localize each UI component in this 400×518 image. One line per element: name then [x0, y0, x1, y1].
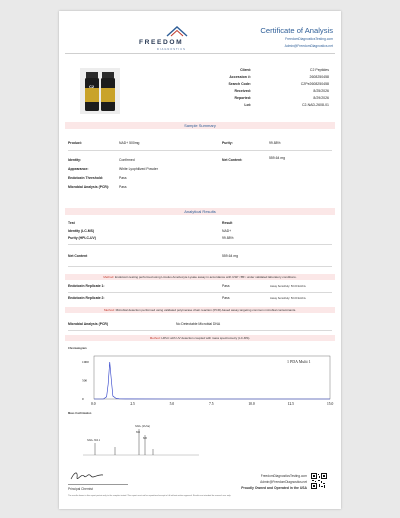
x-tick-label: 12.5 [287, 402, 294, 406]
footer-disclaimer: The results shown in this report pertain only to the samples tested. This report must not be reproduced except in full without written approval. Results are intended for research use only. [68, 495, 231, 497]
net-content-label: Net Content: [222, 158, 243, 162]
mass-confirmation-label: Mass Confirmation [68, 412, 92, 415]
signature-image [69, 470, 105, 482]
product-label: Product: [68, 141, 82, 145]
chromatogram-series-line [94, 362, 330, 399]
col-test-header: Test [68, 221, 75, 225]
ms-peak-label: NAD+ [M+Na] [135, 425, 150, 428]
x-tick-label: 7.5 [209, 402, 214, 406]
footer-tagline: Proudly Owned and Operated in the USA [241, 486, 307, 490]
table-row-result: NAD+ [222, 229, 232, 233]
brand-subtitle: DIAGNOSTICS [157, 48, 186, 51]
signature-line [68, 484, 128, 485]
row-divider [68, 150, 332, 151]
client-info-label: Search Code: [228, 82, 251, 86]
purity-value: 99.88% [269, 141, 281, 145]
col-result-header: Result [222, 221, 233, 225]
footer-email[interactable]: Admin@FreedomDiagnostics.net [260, 480, 307, 484]
microbial-label: Microbial Analysis (PCR) [68, 322, 109, 326]
ms-peak-label: 686 [143, 437, 147, 440]
endotoxin-rep2-label: Endotoxin Replicate 2: [68, 296, 105, 300]
row-divider [68, 244, 332, 245]
microbial-value: No Detectable Microbial DNA [176, 322, 221, 326]
client-info-label: Lot: [244, 103, 251, 107]
net-content-value: 559.64 mg [269, 156, 286, 160]
purity-label: Purity: [222, 141, 233, 145]
analytical-results-heading: Analytical Results [65, 208, 335, 215]
identity-label: Identity: [68, 158, 82, 162]
endotoxin-rep1-label: Endotoxin Replicate 1: [68, 284, 105, 288]
page-title: Certificate of Analysis [260, 26, 333, 35]
client-info-label: Received: [234, 89, 251, 93]
brand-name: FREEDOM [139, 39, 184, 46]
client-info-label: Accession #: [229, 75, 251, 79]
chromatogram-chart [82, 356, 332, 408]
endotoxin-threshold-value: Pass [119, 176, 127, 180]
channel-label: 1 PDA Multi 1 [287, 359, 311, 364]
y-tick-label: 500 [82, 378, 88, 383]
signer-title: Principal Chemist [68, 487, 93, 491]
microbial-method-note: Method: Microbial detection performed using validated polymerase chain reaction (PCR)-based assay targeting common microbial contaminants. [65, 307, 335, 313]
row-divider [68, 266, 332, 267]
table-row-result: 99.88% [222, 236, 234, 240]
x-tick-label: 2.5 [130, 402, 135, 406]
microbial-summary-label: Microbial Analysis (PCR): [68, 185, 110, 189]
endotoxin-rep2-sensitivity: Assay Sensitivity: 50.00 EU/mL [270, 297, 307, 300]
y-tick-label: 0 [82, 397, 84, 402]
client-info-value: C2Pe2608250458 [300, 82, 329, 86]
chromatogram-label: Chromatogram [68, 347, 87, 350]
qr-code-icon[interactable] [311, 473, 327, 489]
row-divider [68, 330, 332, 331]
header-website[interactable]: FreedomDiagnosticsTesting.com [285, 37, 333, 41]
endotoxin-rep1-value: Pass [222, 284, 230, 288]
x-tick-label: 15.0 [327, 402, 334, 406]
endotoxin-rep1-sensitivity: Assay Sensitivity: 50.00 EU/mL [270, 285, 307, 288]
table-row-test: Purity (HPLC-UV) [68, 236, 96, 240]
x-tick-label: 0.0 [91, 402, 96, 406]
client-info-value: 2608250458 [309, 75, 329, 79]
y-tick-label: 1000 [82, 360, 89, 365]
x-tick-label: 10.0 [248, 402, 255, 406]
appearance-label: Appearance: [68, 167, 89, 171]
row-divider [68, 292, 332, 293]
mass-spectrum-plot [81, 421, 201, 459]
product-value: NAD+ 500mg [119, 141, 140, 145]
net-content-row-value: 559.64 mg [222, 254, 239, 258]
client-info-value: 8/29/2026 [313, 96, 329, 100]
client-info-value: C2-NAD-2608-01 [301, 103, 329, 107]
certificate-page [59, 11, 341, 509]
client-info-label: Client: [240, 68, 251, 72]
identity-value: Confirmed [119, 158, 135, 162]
sample-summary-heading: Sample Summary [65, 122, 335, 129]
client-info-value: 8/25/2026 [313, 89, 329, 93]
ms-peak-label: NAD+ 664.1 [87, 439, 101, 442]
endotoxin-rep2-value: Pass [222, 296, 230, 300]
microbial-summary-value: Pass [119, 185, 127, 189]
vial-label: C2 [89, 84, 95, 89]
table-row-test: Identity (LC-MS) [68, 229, 94, 233]
client-info-value: C2 Peptides [309, 68, 329, 72]
freedom-logo-icon [166, 25, 188, 37]
product-vial-image [80, 68, 120, 114]
endotoxin-method-note: Method: Endotoxin testing performed using Limulus Amebocyte Lysate assay in accordance with USP <85> under validated laboratory conditions. [65, 274, 335, 280]
hplc-method-note: Method: HPLC with UV detection coupled with mass spectrometry (LC-MS). [65, 335, 335, 341]
footer-website[interactable]: FreedomDiagnosticsTesting.com [260, 474, 307, 478]
client-info-label: Reported: [234, 96, 251, 100]
header-email[interactable]: Admin@FreedomDiagnostics.net [284, 44, 333, 48]
appearance-value: White Lyophilized Powder [119, 167, 158, 171]
header-divider [65, 53, 335, 54]
ms-peak-label: 664 [136, 431, 140, 434]
x-tick-label: 5.0 [169, 402, 175, 406]
endotoxin-threshold-label: Endotoxin Threshold: [68, 176, 104, 180]
net-content-row-label: Net Content [68, 254, 88, 258]
